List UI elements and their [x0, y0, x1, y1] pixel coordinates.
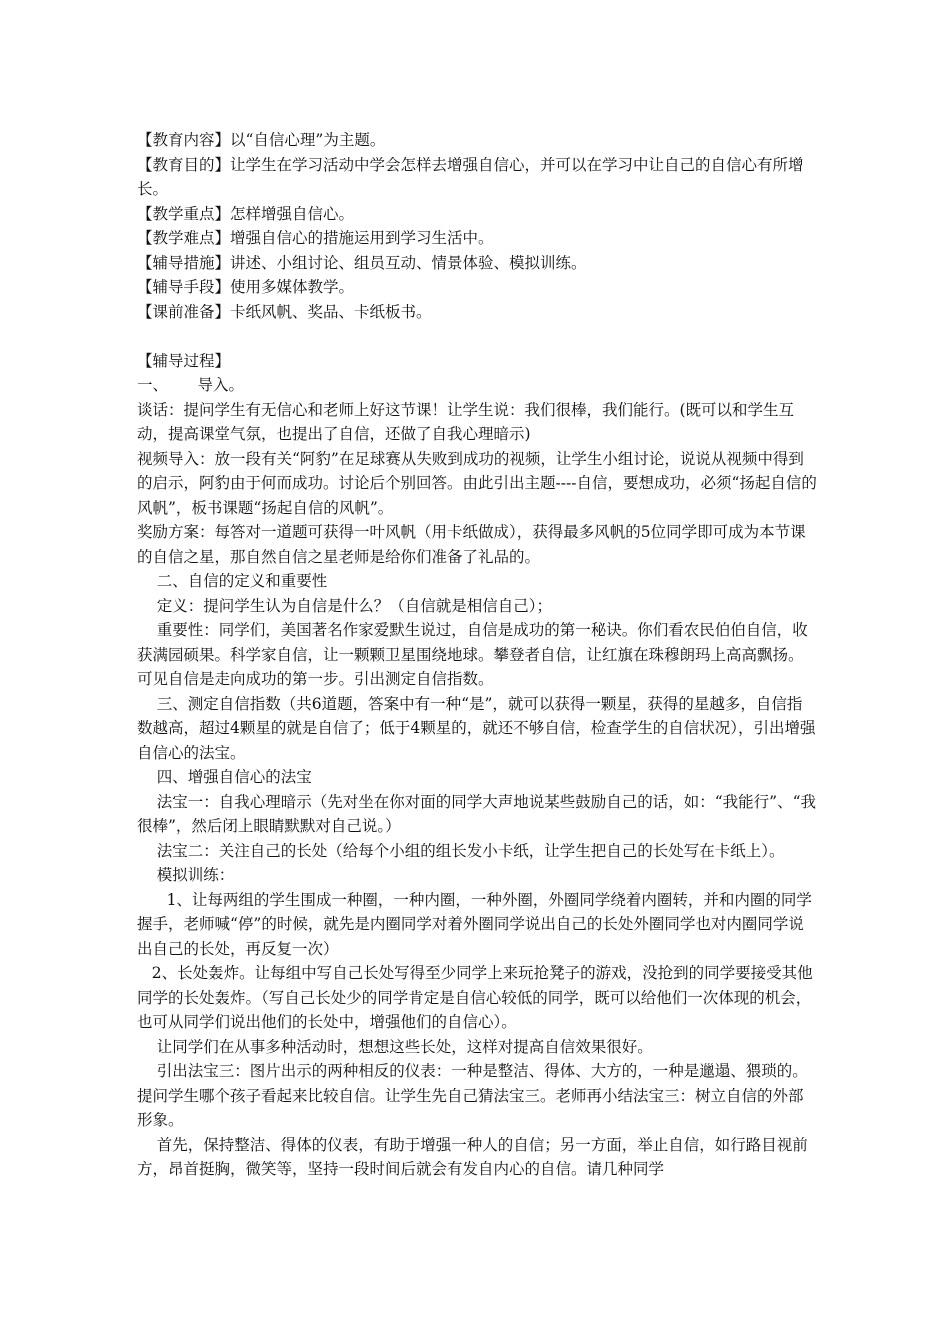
guidance-measures: 【辅导措施】讲述、小组讨论、组员互动、情景体验、模拟训练。	[137, 253, 587, 272]
section-3-paragraph: 三、测定自信指数（共6道题，答案中有一种“是”，就可以获得一颗星，获得的星越多，自信指数越高，超过4颗星的就是自信了；低于4颗星的，就还不够自信，检查学生的自信状况），引出增强自信心的法宝。	[137, 694, 816, 762]
simulation-conclusion: 让同学们在从事多种活动时，想想这些长处，这样对提高自信效果很好。	[137, 1037, 653, 1056]
document-body	[137, 128, 817, 1182]
teaching-content: 【教育内容】以“自信心理”为主题。	[137, 131, 386, 149]
blank-line	[137, 324, 817, 349]
teaching-goal: 【教育目的】让学生在学习活动中学会怎样去增强自信心，并可以在学习中让自己的自信心有所增长。	[137, 155, 804, 198]
teaching-focus: 【教学重点】怎样增强自信心。	[137, 204, 355, 223]
treasure-3-paragraph: 引出法宝三：图片出示的两种相反的仪表：一种是整洁、得体、大方的，一种是邋遢、猥琐的。提问学生哪个孩子看起来比较自信。让学生先自己猜法宝三。老师再小结法宝三：树立自信的外部形象。	[137, 1062, 808, 1129]
teaching-difficulty: 【教学难点】增强自信心的措施运用到学习生活中。	[137, 229, 494, 247]
first-point-paragraph: 首先，保持整洁、得体的仪表，有助于增强一种人的自信；另一方面，举止自信，如行路目视前方，昂首挺胸，微笑等，坚持一段时间后就会有发自内心的自信。请几种同学	[137, 1135, 808, 1178]
simulation-heading: 模拟训练：	[137, 866, 235, 884]
video-intro: 视频导入：放一段有关“阿豹”在足球赛从失败到成功的视频，让学生小组讨论，说说从视频中得到的启示，阿豹由于何而成功。讨论后个别回答。由此引出主题----自信，要想成功，必须“扬起自信的风帆”，板书课题“扬起自信的风帆”。	[137, 449, 817, 517]
treasure-1-paragraph: 法宝一：自我心理暗示（先对坐在你对面的同学大声地说某些鼓励自己的话，如：“我能行”、“我很棒”，然后闭上眼睛默默对自己说。）	[137, 792, 816, 835]
definition-paragraph: 定义：提问学生认为自信是什么？（自信就是相信自己）；	[137, 596, 552, 615]
section-2-heading: 二、自信的定义和重要性	[137, 572, 328, 590]
simulation-2-paragraph: 2、长处轰炸。让每组中写自己长处写得至少同学上来玩抢凳子的游戏，没抢到的同学要接受其他同学的长处轰炸。（写自己长处少的同学肯定是自信心较低的同学，既可以给他们一次体现的机会，也可从同学们说出他们的长处中，增强他们的自信心）。	[137, 964, 813, 1031]
simulation-1-paragraph: 1、让每两组的学生围成一种圈，一种内圈，一种外圈，外圈同学绕着内圈转，并和内圈的同学握手，老师喊“停”的时候，就先是内圈同学对着外圈同学说出自己的长处外圈同学也对内圈同学说出自己的长处，再反复一次）	[137, 890, 812, 958]
section-4-heading: 四、增强自信心的法宝	[137, 768, 312, 786]
intro-talk: 谈话：提问学生有无信心和老师上好这节课！让学生说：我们很棒，我们能行。(既可以和学生互动，提高课堂气氛，也提出了自信，还做了自我心理暗示)	[137, 400, 795, 443]
guidance-means: 【辅导手段】使用多媒体教学。	[137, 278, 355, 296]
treasure-2-paragraph: 法宝二：关注自己的长处（给每个小组的组长发小卡纸，让学生把自己的长处写在卡纸上）。	[137, 841, 785, 860]
section-1-heading: 一、 导入。	[137, 376, 245, 394]
reward-plan: 奖励方案：每答对一道题可获得一叶风帆（用卡纸做成），获得最多风帆的5位同学即可成为本节课的自信之星，那自然自信之星老师是给你们准备了礼品的。	[137, 523, 806, 566]
importance-paragraph: 重要性：同学们，美国著名作家爱默生说过，自信是成功的第一秘诀。你们看农民伯伯自信，收获满园硕果。科学家自信，让一颗颗卫星围绕地球。攀登者自信，让红旗在珠穆朗玛上高高飘扬。可见自信是走向成功的第一步。引出测定自信指数。	[137, 621, 808, 688]
process-title: 【辅导过程】	[137, 351, 231, 370]
class-preparation: 【课前准备】卡纸风帆、奖品、卡纸板书。	[137, 302, 432, 321]
